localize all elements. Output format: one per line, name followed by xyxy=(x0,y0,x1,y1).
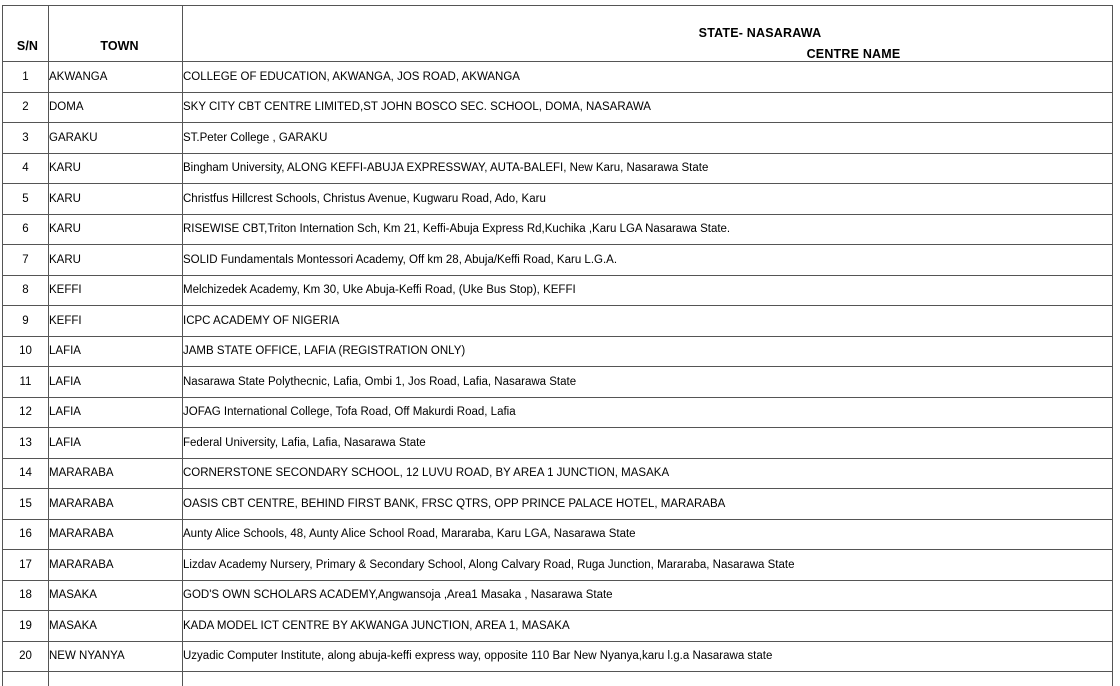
cell-serial-number: 12 xyxy=(3,397,49,428)
table-row xyxy=(3,580,1113,611)
cell-centre-name: Bingham University, ALONG KEFFI-ABUJA EXPRESSWAY, AUTA-BALEFI, New Karu, Nasarawa State xyxy=(183,153,1113,184)
cell-centre-name: CORNERSTONE SECONDARY SCHOOL, 12 LUVU ROAD, BY AREA 1 JUNCTION, MASAKA xyxy=(183,458,1113,489)
cell-town: LAFIA xyxy=(49,336,183,367)
cell-serial-number: 15 xyxy=(3,489,49,520)
cell-town: MASAKA xyxy=(49,580,183,611)
cell-clipped xyxy=(49,672,183,686)
table-row xyxy=(3,489,1113,520)
cell-clipped xyxy=(3,672,49,686)
cell-centre-name: Christfus Hillcrest Schools, Christus Avenue, Kugwaru Road, Ado, Karu xyxy=(183,184,1113,215)
table-row xyxy=(3,245,1113,276)
cell-town: LAFIA xyxy=(49,397,183,428)
cell-clipped xyxy=(183,672,1113,686)
table-row xyxy=(3,92,1113,123)
cell-serial-number: 10 xyxy=(3,336,49,367)
table-row xyxy=(3,611,1113,642)
cell-serial-number: 7 xyxy=(3,245,49,276)
table-header xyxy=(3,6,1113,62)
cell-serial-number: 3 xyxy=(3,123,49,154)
cell-centre-name: JOFAG International College, Tofa Road, Off Makurdi Road, Lafia xyxy=(183,397,1113,428)
cell-centre-name: ST.Peter College , GARAKU xyxy=(183,123,1113,154)
column-header-centre-name-label: CENTRE NAME xyxy=(183,41,1112,61)
table-row-partial xyxy=(3,672,1113,686)
table-row xyxy=(3,275,1113,306)
table-row xyxy=(3,123,1113,154)
cell-serial-number: 2 xyxy=(3,92,49,123)
cell-town: DOMA xyxy=(49,92,183,123)
cell-town: LAFIA xyxy=(49,367,183,398)
cell-town: KARU xyxy=(49,214,183,245)
cell-serial-number: 13 xyxy=(3,428,49,459)
table-row xyxy=(3,458,1113,489)
cell-centre-name: OASIS CBT CENTRE, BEHIND FIRST BANK, FRSC QTRS, OPP PRINCE PALACE HOTEL, MARARABA xyxy=(183,489,1113,520)
column-header-sn xyxy=(3,6,49,62)
column-header-centre-name xyxy=(183,6,1113,62)
cbt-centres-table xyxy=(2,5,1113,686)
table-row xyxy=(3,184,1113,215)
cell-serial-number: 11 xyxy=(3,367,49,398)
cell-town: MASAKA xyxy=(49,611,183,642)
cell-town: KARU xyxy=(49,245,183,276)
cell-centre-name: GOD'S OWN SCHOLARS ACADEMY,Angwansoja ,Area1 Masaka , Nasarawa State xyxy=(183,580,1113,611)
cell-centre-name: SOLID Fundamentals Montessori Academy, Off km 28, Abuja/Keffi Road, Karu L.G.A. xyxy=(183,245,1113,276)
column-header-town-label: TOWN xyxy=(49,40,182,61)
cell-serial-number: 14 xyxy=(3,458,49,489)
table-row xyxy=(3,153,1113,184)
table-row xyxy=(3,62,1113,93)
cell-town: MARARABA xyxy=(49,458,183,489)
column-header-town xyxy=(49,6,183,62)
state-title: STATE- NASARAWA xyxy=(183,19,1112,40)
cell-serial-number: 17 xyxy=(3,550,49,581)
cell-town: KARU xyxy=(49,184,183,215)
cell-centre-name: SKY CITY CBT CENTRE LIMITED,ST JOHN BOSCO SEC. SCHOOL, DOMA, NASARAWA xyxy=(183,92,1113,123)
table-body xyxy=(3,62,1113,686)
cell-centre-name: ICPC ACADEMY OF NIGERIA xyxy=(183,306,1113,337)
cell-centre-name: KADA MODEL ICT CENTRE BY AKWANGA JUNCTION, AREA 1, MASAKA xyxy=(183,611,1113,642)
cell-serial-number: 8 xyxy=(3,275,49,306)
column-header-sn-label: S/N xyxy=(3,40,48,61)
cell-serial-number: 4 xyxy=(3,153,49,184)
cell-serial-number: 6 xyxy=(3,214,49,245)
table-row xyxy=(3,336,1113,367)
table-row xyxy=(3,367,1113,398)
cell-serial-number: 16 xyxy=(3,519,49,550)
cell-town: MARARABA xyxy=(49,519,183,550)
table-row xyxy=(3,214,1113,245)
cell-centre-name: Aunty Alice Schools, 48, Aunty Alice School Road, Mararaba, Karu LGA, Nasarawa State xyxy=(183,519,1113,550)
cell-town: KEFFI xyxy=(49,306,183,337)
cell-serial-number: 1 xyxy=(3,62,49,93)
cell-centre-name: Melchizedek Academy, Km 30, Uke Abuja-Keffi Road, (Uke Bus Stop), KEFFI xyxy=(183,275,1113,306)
table-row xyxy=(3,428,1113,459)
cell-centre-name: Uzyadic Computer Institute, along abuja-keffi express way, opposite 110 Bar New Nyanya,karu l.g.a Nasarawa state xyxy=(183,641,1113,672)
table-row xyxy=(3,641,1113,672)
table-row xyxy=(3,550,1113,581)
cell-town: MARARABA xyxy=(49,489,183,520)
table-row xyxy=(3,306,1113,337)
cell-centre-name: Nasarawa State Polythecnic, Lafia, Ombi 1, Jos Road, Lafia, Nasarawa State xyxy=(183,367,1113,398)
table-row xyxy=(3,519,1113,550)
cell-town: KARU xyxy=(49,153,183,184)
cell-centre-name: JAMB STATE OFFICE, LAFIA (REGISTRATION ONLY) xyxy=(183,336,1113,367)
cell-town: GARAKU xyxy=(49,123,183,154)
cell-town: LAFIA xyxy=(49,428,183,459)
cell-serial-number: 19 xyxy=(3,611,49,642)
cell-centre-name: Lizdav Academy Nursery, Primary & Secondary School, Along Calvary Road, Ruga Junction, Mararaba, Nasarawa State xyxy=(183,550,1113,581)
cell-town: KEFFI xyxy=(49,275,183,306)
cell-centre-name: COLLEGE OF EDUCATION, AKWANGA, JOS ROAD, AKWANGA xyxy=(183,62,1113,93)
table-row xyxy=(3,397,1113,428)
cell-centre-name: Federal University, Lafia, Lafia, Nasarawa State xyxy=(183,428,1113,459)
cell-serial-number: 18 xyxy=(3,580,49,611)
cell-town: NEW NYANYA xyxy=(49,641,183,672)
cell-centre-name: RISEWISE CBT,Triton Internation Sch, Km 21, Keffi-Abuja Express Rd,Kuchika ,Karu LGA Nasarawa State. xyxy=(183,214,1113,245)
cell-town: MARARABA xyxy=(49,550,183,581)
cell-serial-number: 20 xyxy=(3,641,49,672)
cell-serial-number: 9 xyxy=(3,306,49,337)
cell-serial-number: 5 xyxy=(3,184,49,215)
cell-town: AKWANGA xyxy=(49,62,183,93)
